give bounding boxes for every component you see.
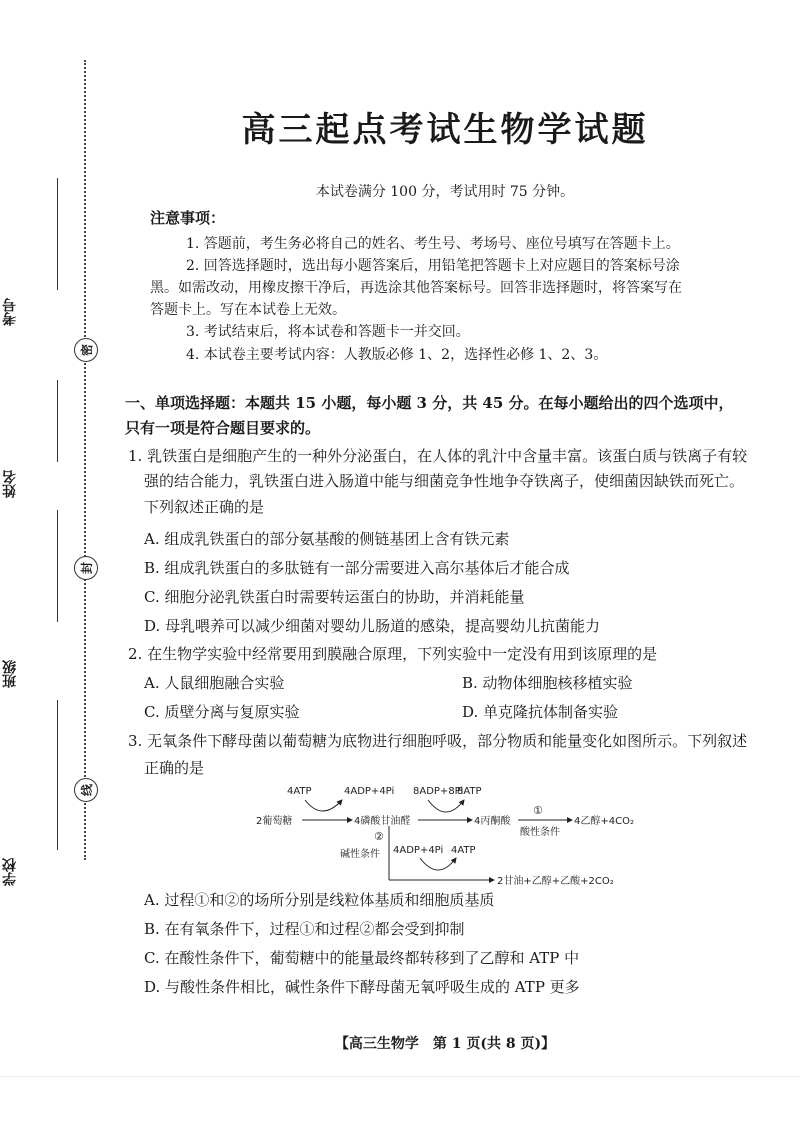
- page-footer: 【高三生物学 第 1 页(共 8 页)】: [334, 1036, 556, 1052]
- label-step2: ②: [374, 830, 384, 843]
- seal-mi: 密: [74, 338, 98, 362]
- q1-stem-line: 强的结合能力，乳铁蛋白进入肠道中能与细菌竞争性地争夺铁离子，使细菌因缺铁而死亡。: [144, 472, 745, 490]
- school-label: 学校: [2, 858, 18, 886]
- school-line: [57, 700, 58, 850]
- q3-stem-line: 正确的是: [144, 759, 205, 777]
- q3-option-d: D. 与酸性条件相比，碱性条件下酵母菌无氧呼吸生成的 ATP 更多: [144, 978, 580, 996]
- notice-line: 3. 考试结束后，将本试卷和答题卡一并交回。: [186, 324, 470, 340]
- q2-stem: 2. 在生物学实验中经常要用到膜融合原理，下列实验中一定没有用到该原理的是: [128, 645, 658, 663]
- label-alkaline-condition: 碱性条件: [340, 849, 380, 860]
- label-acid-condition: 酸性条件: [520, 827, 560, 838]
- notice-line: 黑。如需改动，用橡皮擦干净后，再选涂其他答案标号。回答非选择题时，将答案写在: [150, 280, 682, 296]
- name-line: [57, 380, 58, 462]
- q1-stem-line: 下列叙述正确的是: [144, 498, 265, 516]
- q3-option-b: B. 在有氧条件下，过程①和过程②都会受到抑制: [144, 920, 465, 938]
- notice-line: 1. 答题前，考生务必将自己的姓名、考生号、考场号、座位号填写在答题卡上。: [186, 236, 680, 252]
- exam-number-label: 考号: [2, 298, 18, 326]
- page-title: 高三起点考试生物学试题: [241, 110, 649, 150]
- q1-option-b: B. 组成乳铁蛋白的多肽链有一部分需要进入高尔基体后才能合成: [144, 559, 570, 577]
- q1-option-c: C. 细胞分泌乳铁蛋白时需要转运蛋白的协助，并消耗能量: [144, 588, 525, 606]
- curve-atp-gain: [428, 800, 464, 812]
- q2-option-a: A. 人鼠细胞融合实验: [144, 674, 285, 692]
- notice-heading: 注意事项：: [150, 209, 226, 227]
- respiration-diagram: [250, 778, 650, 888]
- notice-line: 4. 本试卷主要考试内容：人教版必修 1、2，选择性必修 1、2、3。: [186, 347, 608, 363]
- label-4atp-bottom: 4ATP: [451, 845, 476, 856]
- label-step1: ①: [533, 804, 543, 817]
- q1-stem-line: 1. 乳铁蛋白是细胞产生的一种外分泌蛋白，在人体的乳汁中含量丰富。该蛋白质与铁离子有较: [128, 447, 748, 465]
- class-label: 班级: [2, 660, 18, 688]
- label-4adp-bottom: 4ADP+4Pi: [393, 845, 444, 856]
- notice-line: 2. 回答选择题时，选出每小题答案后，用铅笔把答题卡上对应题目的答案标号涂: [186, 258, 680, 274]
- label-ethanol: 4乙醇+4CO₂: [574, 816, 634, 827]
- label-alkaline-product: 2甘油+乙醇+乙酸+2CO₂: [497, 876, 614, 887]
- curve-atp-use: [305, 800, 342, 811]
- label-g3p: 4磷酸甘油醛: [354, 816, 411, 827]
- label-8atp-top: 8ATP: [457, 786, 482, 797]
- binding-dotted-line: [84, 60, 86, 860]
- label-4atp-top: 4ATP: [287, 786, 312, 797]
- q1-option-a: A. 组成乳铁蛋白的部分氨基酸的侧链基团上含有铁元素: [144, 530, 510, 548]
- name-label: 姓名: [2, 470, 18, 498]
- label-pyruvate: 4丙酮酸: [474, 816, 511, 827]
- label-4adp-top: 4ADP+4Pi: [344, 786, 395, 797]
- notice-line: 答题卡上。写在本试卷上无效。: [150, 302, 346, 318]
- q2-option-d: D. 单克隆抗体制备实验: [462, 703, 619, 721]
- q1-option-d: D. 母乳喂养可以减少细菌对婴幼儿肠道的感染，提高婴幼儿抗菌能力: [144, 617, 601, 635]
- label-8adp-top: 8ADP+8Pi: [413, 786, 464, 797]
- q3-option-c: C. 在酸性条件下，葡萄糖中的能量最终都转移到了乙醇和 ATP 中: [144, 949, 580, 967]
- section-one-heading: 一、单项选择题：本题共 15 小题，每小题 3 分，共 45 分。在每小题给出的四个选项中，只有一项是符合题目要求的。: [125, 394, 734, 437]
- seal-xian: 线: [74, 778, 98, 802]
- q3-stem-line: 3. 无氧条件下酵母菌以葡萄糖为底物进行细胞呼吸，部分物质和能量变化如图所示。下列叙述: [128, 732, 748, 750]
- seal-feng: 封: [74, 556, 98, 580]
- bottom-divider: [0, 1076, 800, 1077]
- exam-info: 本试卷满分 100 分，考试用时 75 分钟。: [315, 184, 575, 200]
- q2-option-c: C. 质壁分离与复原实验: [144, 703, 300, 721]
- curve-atp-alkaline: [420, 858, 456, 870]
- class-line: [57, 510, 58, 622]
- q2-option-b: B. 动物体细胞核移植实验: [462, 674, 633, 692]
- label-glucose: 2葡萄糖: [256, 816, 293, 827]
- q3-option-a: A. 过程①和②的场所分别是线粒体基质和细胞质基质: [144, 891, 495, 909]
